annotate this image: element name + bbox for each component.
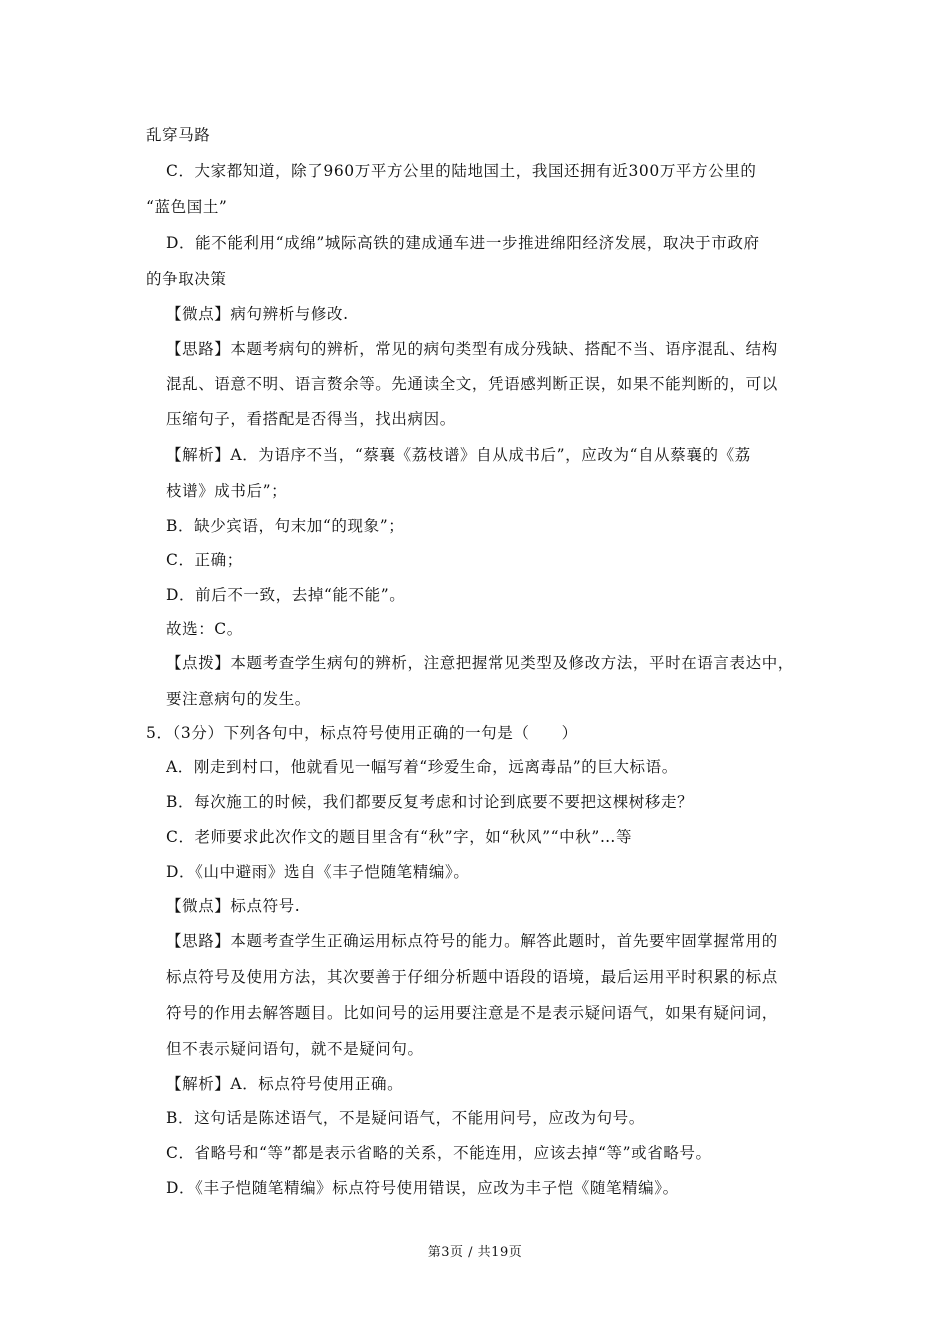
- option-c: C．老师要求此次作文的题目里含有“秋”字，如“秋风”“中秋”…等: [166, 828, 633, 846]
- text-line: D．前后不一致，去掉“能不能”。: [166, 586, 406, 604]
- text-line: 的争取决策: [146, 270, 227, 288]
- text-line: 要注意病句的发生。: [166, 690, 311, 708]
- label-weidian: 【微点】标点符号.: [166, 897, 301, 915]
- text-line: 混乱、语意不明、语言赘余等。先通读全文，凭语感判断正误，如果不能判断的，可以: [166, 375, 778, 393]
- text-line: B．这句话是陈述语气，不是疑问语气，不能用问号，应改为句号。: [166, 1109, 645, 1127]
- text-line: C．省略号和“等”都是表示省略的关系，不能连用，应该去掉“等”或省略号。: [166, 1144, 712, 1162]
- text-line: C．正确；: [166, 551, 243, 569]
- page-footer: 第3页 / 共19页: [427, 1245, 523, 1260]
- text-line: 乱穿马路: [146, 126, 211, 144]
- label-silu: 【思路】本题考查学生正确运用标点符号的能力。解答此题时，首先要牢固掌握常用的: [166, 932, 778, 950]
- text-line: 枝谱》成书后”；: [166, 482, 288, 500]
- text-line: C．大家都知道，除了960万平方公里的陆地国土，我国还拥有近300万平方公里的: [166, 162, 757, 180]
- label-jiexi: 【解析】A．标点符号使用正确。: [166, 1075, 404, 1093]
- text-line: 压缩句子，看搭配是否得当，找出病因。: [166, 410, 456, 428]
- option-b: B．每次施工的时候，我们都要反复考虑和讨论到底要不要把这棵树移走？: [166, 793, 694, 811]
- text-line: “蓝色国土”: [146, 198, 228, 216]
- answer-line: 故选：C。: [166, 620, 243, 638]
- option-a: A．刚走到村口，他就看见一幅写着“珍爱生命，远离毒品”的巨大标语。: [166, 758, 678, 776]
- label-jiexi: 【解析】A．为语序不当，“蔡襄《荔枝谱》自从成书后”，应改为“自从蔡襄的《荔: [166, 446, 751, 464]
- text-line: 标点符号及使用方法，其次要善于仔细分析题中语段的语境，最后运用平时积累的标点: [166, 968, 778, 986]
- text-line: 但不表示疑问语句，就不是疑问句。: [166, 1040, 424, 1058]
- text-line: 符号的作用去解答题目。比如问号的运用要注意是不是表示疑问语气，如果有疑问词，: [166, 1004, 778, 1022]
- text-line: D．能不能利用“成绵”城际高铁的建成通车进一步推进绵阳经济发展，取决于市政府: [166, 234, 760, 252]
- text-line: B．缺少宾语，句末加“的现象”；: [166, 517, 405, 535]
- text-line: D．《丰子恺随笔精编》标点符号使用错误，应改为丰子恺《随笔精编》。: [166, 1179, 679, 1197]
- label-silu: 【思路】本题考病句的辨析，常见的病句类型有成分残缺、搭配不当、语序混乱、结构: [166, 340, 778, 358]
- option-d: D．《山中避雨》选自《丰子恺随笔精编》。: [166, 863, 470, 881]
- question-5: 5．（3分）下列各句中，标点符号使用正确的一句是（ ）: [146, 724, 578, 742]
- label-dianbo: 【点拨】本题考查学生病句的辨析，注意把握常见类型及修改方法，平时在语言表达中，: [166, 654, 794, 672]
- label-weidian: 【微点】病句辨析与修改.: [166, 305, 349, 323]
